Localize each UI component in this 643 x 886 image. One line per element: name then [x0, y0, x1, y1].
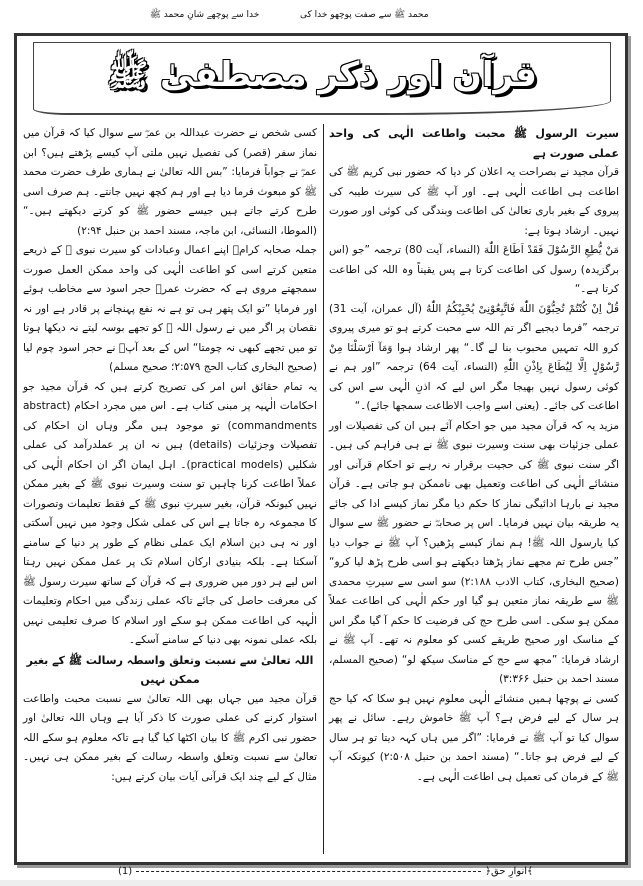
page-number: (1)	[118, 866, 133, 877]
right-column	[329, 124, 619, 787]
page-footer	[118, 866, 533, 877]
section-heading: سیرت الرسول ﷺ محبت واطاعت الٰہی کی واحد عملی صورت ہے	[329, 127, 619, 160]
section-heading: اللہ تعالیٰ سے نسبت وتعلق واسطہ رسالت ﷺ کے بغیر ممکن نہیں	[26, 653, 314, 686]
header-verse-right: محمد ﷺ سے صفت پوچھو خدا کی	[300, 10, 429, 20]
column-divider	[323, 124, 324, 854]
left-column	[23, 124, 317, 787]
header-verse-left: خدا سے پوچھے شانِ محمد ﷺ	[150, 10, 260, 20]
paragraph: کسی نے پوچھا ہمیں منشائے الٰہی معلوم نہیں ہو سکا کہ کیا حج ہر سال کے لیے فرض ہے؟ آپ ﷺ خاموش رہے۔ سائل نے پھر سوال کیا تو آپ ﷺ نے فرمایا: ”اگر میں ہاں کہہ دیتا تو ہر سال کے لیے فرض ہو جاتا۔“ (مسند احمد بن حنبل ۲:۵۰۸) کیونکہ آپ ﷺ کے فرمان کی تعمیل ہی اطاعت الٰہی ہے۔	[329, 692, 619, 783]
paragraph: مزید یہ کہ قرآن مجید میں جو احکام آئے ہیں ان کی تفصیلات اور عملی جزئیات بھی سنت وسیرت نبوی ﷺ نے ہی فراہم کی ہیں۔ اگر سنت نبوی ﷺ کی حجیت برقرار نہ رہے تو احکام قرآنی اور منشائے الٰہی کی اطاعت وتعمیل بھی ناممکن ہو جاتی ہے۔ قرآن مجید نے بارہا ادائیگی نماز کا حکم دیا مگر نماز کیسے ادا کی جائے یہ طریقہ بیان نہیں فرمایا۔ اس پر صحابہؓ نے حضور ﷺ سے سوال کیا یارسول اللہ ﷺ! ہم نماز کیسے پڑھیں؟ آپ ﷺ نے جواب دیا ”جس طرح تم مجھے نماز پڑھتا دیکھتے ہو اسی طرح پڑھ لیا کرو“ (صحیح البخاری، کتاب الادب ۲:۱۸۸) سو اسی سے سیرتِ محمدی ﷺ سے طریقہ نماز متعین ہو گیا اور حکم الٰہی کی اطاعت عملاً ممکن ہو سکی۔ اسی طرح حج کی فرضیت کا حکم آ گیا مگر اس کے مناسک اور صحیح طریقے کسی کو معلوم نہ تھے۔ آپ ﷺ نے ارشاد فرمایا: ”مجھ سے حج کے مناسک سیکھ لو“ (صحیح المسلم، مسند احمد بن حنبل ۳:۳۶۶)	[329, 419, 619, 685]
footer-rule	[136, 871, 481, 872]
page-title: قرآن اور ذکر مصطفیٰ ﷺ	[107, 54, 537, 95]
paragraph: قرآن مجید میں جہاں بھی اللہ تعالیٰ سے نسبت محبت واطاعت استوار کرنے کی عملی صورت کا ذکر آیا ہے وہاں اللہ تعالیٰ اور حضور نبی اکرم ﷺ کا بیان اکٹھا کیا گیا ہے تاکہ معلوم ہو سکے اللہ تعالیٰ سے نسبت وتعلق واسطہ رسالت کے بغیر ممکن ہی نہیں۔ مثال کے لیے چند ایک قرآنی آیات بیان کرتے ہیں:	[23, 692, 317, 783]
article-frame	[14, 33, 628, 865]
paragraph: کسی شخص نے حضرت عبداللہ بن عمرؓ سے سوال کیا کہ قرآن میں نماز سفر (قصر) کی تفصیل نہیں ملتی آپ کیسے پڑھتے ہیں؟ ابن عمرؓ نے جواباً فرمایا: ”بس اللہ تعالیٰ نے ہماری طرف حضرت محمد ﷺ کو مبعوث فرما دیا ہے اور ہم کچھ نہیں جانتے۔ ہم صرف اسی طرح کرتے جاتے ہیں جیسے حضور ﷺ کو کرتے دیکھتے ہیں۔“ (الموطا، النسائی، ابن ماجہ، مسند احمد بن حنبل ۲:۹۴)	[23, 127, 317, 237]
paragraph: قرآن مجید نے بصراحت یہ اعلان کر دیا کہ حضور نبی کریم ﷺ کی اطاعت ہی اطاعت الٰہی ہے۔ اور آپ ﷺ کی سیرت طیبہ کی پیروی کے بغیر باری تعالیٰ کی اطاعت وبندگی کی کوئی اور صورت نہیں۔ ارشاد ہوتا ہے:	[329, 166, 619, 237]
paragraph: جملہ صحابہ کرامؓ اپنے اعمال وعبادات کو سیرت نبوی ﷺ کے ذریعے متعین کرتے اسی کو اطاعت الٰہی کی واحد ممکن العمل صورت سمجھتے مروی ہے کہ حضرت عمرؓ حجر اسود سے مخاطب ہوئے اور فرمایا ”تو ایک پتھر ہی تو ہے نہ نفع پہنچانے پر قادر ہے اور نہ نقصان پر اگر میں نے رسول اللہ ﷺ کو تجھے بوسہ لیتے نہ دیکھا ہوتا تو میں تجھے کبھی نہ چومتا“ اس کے بعد آپؓ نے حجر اسود چوم لیا (صحیح البخاری کتاب الحج ۲:۵۷۹؛ صحیح مسلم)	[23, 244, 317, 373]
paragraph: قُلْ اِنْ كُنْتُمْ تُحِبُّوْنَ اللّٰهَ فَاتَّبِعُوْنِیْ یُحْبِبْكُمُ اللّٰهُ (آل عمران، آیت 31) ترجمہ ”فرما دیجیے اگر تم اللہ سے محبت کرتے ہو تو میری پیروی کرو اللہ تمہیں محبوب بنا لے گا۔“ پھر ارشاد ہوا وَمَآ اَرْسَلْنَا مِنْ رَّسُوْلٍ اِلَّا لِیُطَاعَ بِاِذْنِ اللّٰهِ (النساء، آیت 64) ترجمہ ”اور ہم نے کوئی رسول نہیں بھیجا مگر اس لیے کہ اذنِ الٰہی سے اس کی اطاعت کی جائے۔ (یعنی اسے واجب الاطاعت سمجھا جائے)۔“	[329, 302, 619, 412]
title-banner	[33, 42, 611, 115]
paragraph: مَنْ یُّطِعِ الرَّسُوْلَ فَقَدْ اَطَاعَ اللّٰهَ (النساء، آیت 80) ترجمہ ”جو (اس برگزیدہ) رسول کی اطاعت کرتا ہے پس یقیناً وہ اللہ کی اطاعت کرتا ہے۔“	[329, 244, 619, 295]
magazine-name: ﴿انوارِ حق﴾	[485, 866, 533, 877]
paragraph: یہ تمام حقائق اس امر کی تصریح کرتے ہیں کہ قرآن مجید جو احکامات الٰہیہ پر مبنی کتاب ہے۔ اس میں مجرد احکام (abstract commandments) تو موجود ہیں مگر وہاں ان احکام کی تفصیلات وجزئیات (details) ہیں نہ ان پر عملدرآمد کی عملی شکلیں (practical models)۔ اہل ایمان اگر ان احکام الٰہی کی عملاً اطاعت کرنا چاہیں تو سنت وسیرت نبوی ﷺ کے بغیر ممکن نہیں کیونکہ قرآن، بغیر سیرتِ نبوی ﷺ کے فقط تعلیمات وتصورات کا مجموعہ رہ جاتا ہے اس کی عملی شکل وجود میں نہیں آسکتی اور نہ ہی دین اسلام ایک عملی نظام کے طور پر دنیا کے سامنے آسکتا ہے۔ بلکہ بنیادی ارکان اسلام تک پر عمل ممکن نہیں رہتا اس لیے ہر دور میں ضروری ہے کہ قرآن کے ساتھ سیرت رسول ﷺ کی معرفت حاصل کی جائے تاکہ عملی زندگی میں احکام وتعلیمات الٰہیہ کی اطاعت ممکن ہو سکے اور اسلام کا صرف تعلیمی نہیں بلکہ عملی نمونہ بھی دنیا کے سامنے آسکے۔	[23, 380, 317, 646]
bottom-strip	[0, 880, 643, 886]
